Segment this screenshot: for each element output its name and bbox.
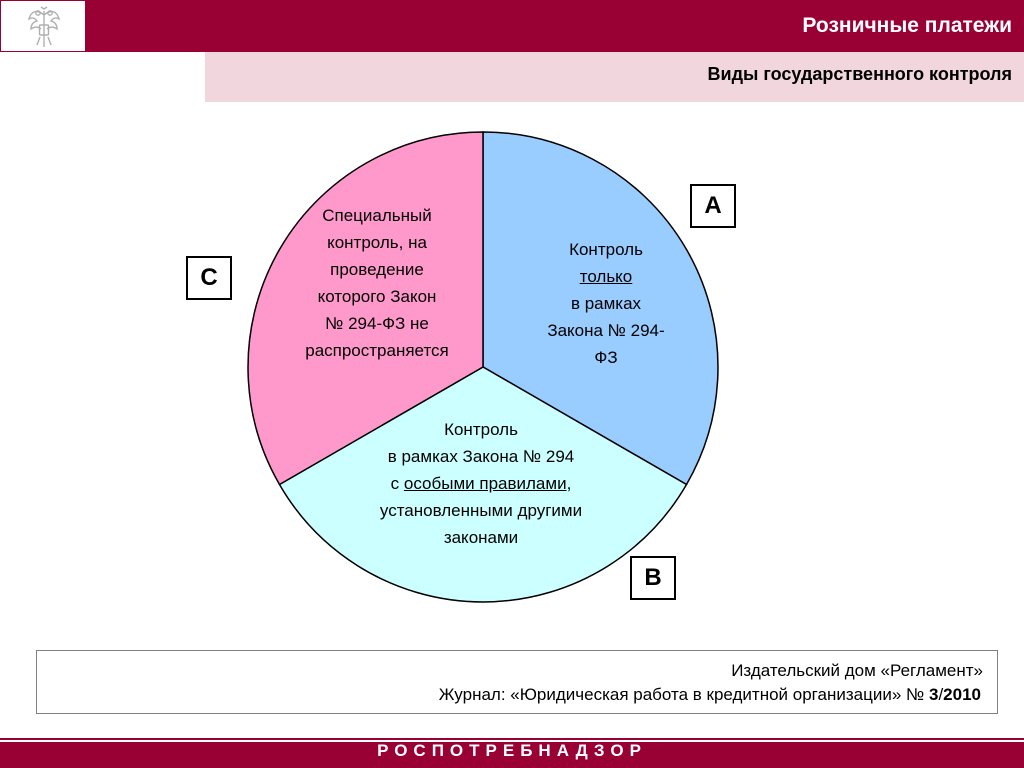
brand-name: РОСПОТРЕБНАДЗОР bbox=[377, 741, 647, 760]
double-headed-eagle-emblem-icon bbox=[27, 5, 61, 49]
segment-c-label: Специальный контроль, на проведение которого Закон № 294-ФЗ не распространяется bbox=[305, 206, 449, 360]
page-title: Виды государственного контроля bbox=[707, 64, 1012, 84]
segment-b-label: Контроль в рамках Закона № 294 с особыми правилами, установленными другими законами bbox=[379, 420, 583, 547]
header-title: Розничные платежи bbox=[802, 14, 1012, 37]
publication-info-box bbox=[36, 650, 998, 714]
journal-citation: Журнал: «Юридическая работа в кредитной организации» № 3/2010 bbox=[438, 685, 981, 704]
segment-a-tag: A bbox=[690, 184, 736, 228]
segment-c-tag: С bbox=[186, 256, 232, 300]
publisher-name: Издательский дом «Регламент» bbox=[731, 661, 983, 680]
segment-b-tag: B bbox=[630, 556, 676, 600]
emblem-box bbox=[0, 0, 86, 52]
segment-a-label: Контроль только в рамках Закона № 294- ФЗ bbox=[547, 240, 665, 367]
